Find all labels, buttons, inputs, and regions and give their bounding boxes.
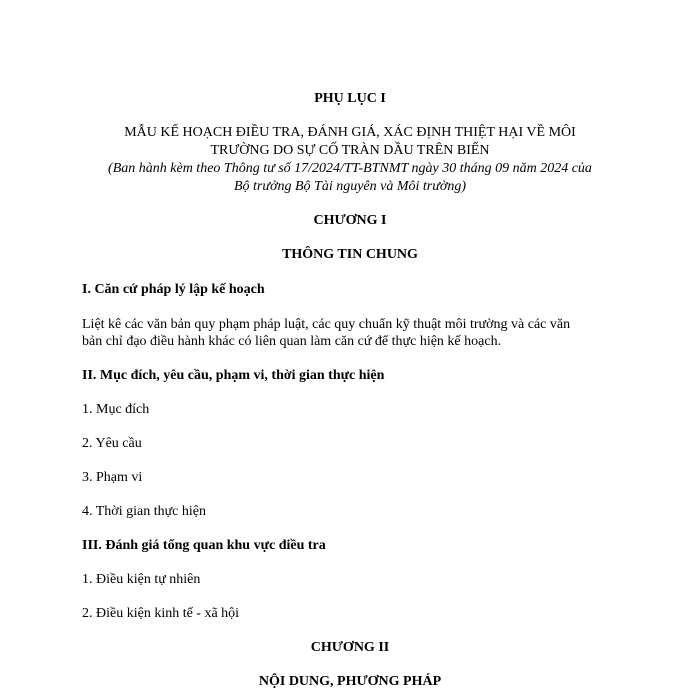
section-1-heading: I. Căn cứ pháp lý lập kế hoạch [82, 282, 265, 297]
appendix-label: PHỤ LỤC I [314, 91, 386, 106]
section-2-heading: II. Mục đích, yêu cầu, phạm vi, thời gian thực hiện [82, 368, 385, 383]
section-3-item-socioeconomic: 2. Điều kiện kinh tế - xã hội [82, 606, 240, 621]
section-1-body-line-2: bản chỉ đạo điều hành khác có liên quan làm căn cứ để thực hiện kế hoạch. [82, 334, 502, 349]
issued-note-line-2: Bộ trưởng Bộ Tài nguyên và Môi trường) [233, 179, 467, 194]
section-3-item-natural: 1. Điều kiện tự nhiên [82, 572, 201, 587]
chapter-2-label: CHƯƠNG II [310, 640, 390, 655]
section-2-item-duration: 4. Thời gian thực hiện [82, 504, 206, 519]
section-2-item-purpose: 1. Mục đích [82, 402, 150, 417]
section-1-body-line-1: Liệt kê các văn bản quy phạm pháp luật, các quy chuẩn kỹ thuật môi trường và các văn [82, 317, 571, 332]
section-3-heading: III. Đánh giá tổng quan khu vực điều tra [82, 538, 326, 553]
chapter-1-label: CHƯƠNG I [313, 213, 387, 228]
chapter-1-title: THÔNG TIN CHUNG [282, 247, 418, 262]
section-2-item-requirements: 2. Yêu cầu [82, 436, 142, 451]
appendix-title-line-2: TRƯỜNG DO SỰ CỐ TRÀN DẦU TRÊN BIỂN [210, 143, 490, 158]
appendix-title-line-1: MẪU KẾ HOẠCH ĐIỀU TRA, ĐÁNH GIÁ, XÁC ĐỊNH THIỆT HẠI VỀ MÔI [124, 125, 576, 140]
section-2-item-scope: 3. Phạm vi [82, 470, 143, 485]
issued-note-line-1: (Ban hành kèm theo Thông tư số 17/2024/TT-BTNMT ngày 30 tháng 09 năm 2024 của [108, 161, 592, 176]
chapter-2-title: NỘI DUNG, PHƯƠNG PHÁP [258, 674, 442, 689]
